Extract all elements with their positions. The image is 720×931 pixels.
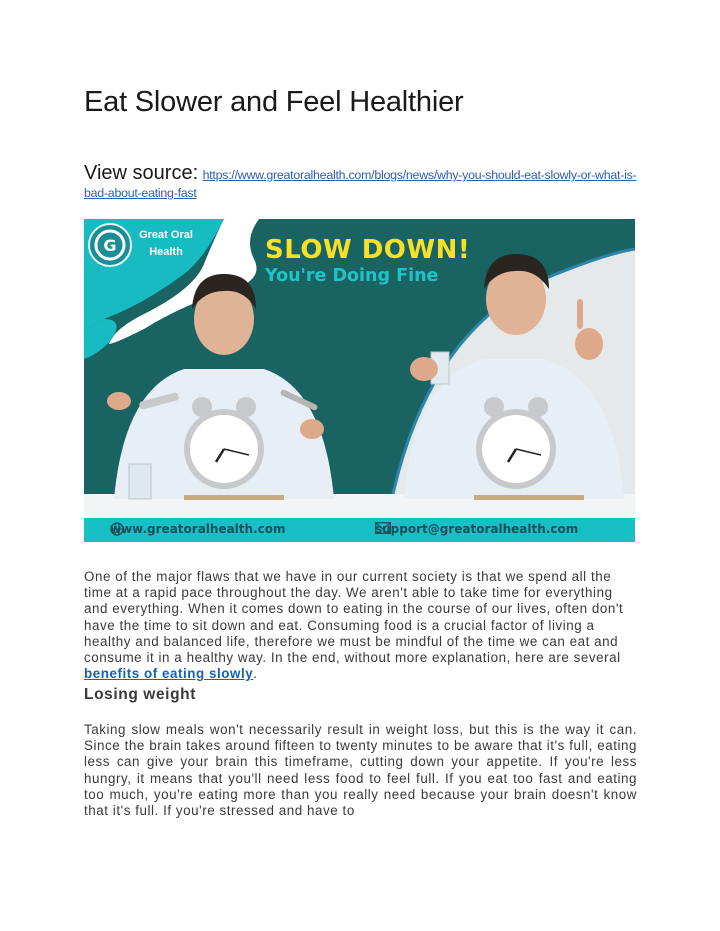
brand-name: Great Oral Health: [139, 229, 193, 258]
view-source-line: [84, 164, 644, 202]
section-heading-losing-weight: Losing weight: [84, 686, 196, 703]
man-eating-fast-illustration: [107, 274, 334, 500]
banner-subheadline: You're Doing Fine: [265, 266, 439, 286]
page-title: Eat Slower and Feel Healthier: [84, 86, 464, 118]
benefits-of-eating-slowly-link[interactable]: benefits of eating slowly: [84, 666, 254, 682]
banner-email: support@greatoralhealth.com: [375, 522, 579, 536]
source-url-link[interactable]: https://www.greatoralhealth.com/blogs/news/why-you-should-eat-slowly-or-what-is-bad-about-eating-fast: [84, 168, 637, 200]
banner-contact-bar: [84, 518, 635, 542]
intro-paragraph: One of the major flaws that we have in our current society is that we spend all the time at a rapid pace throughout the day. We aren't able to take time for everything and everything. When it comes down to eating in the course of our lives, often don't have the time to sit down and eat. Consuming food is a crucial factor of living a healthy and balanced life, therefore we must be mindful of the time we can eat and consume it in a healthy way. In the end, without more explanation, here are several benefits of eating slowly.: [84, 569, 624, 682]
banner-headline: SLOW DOWN!: [265, 235, 471, 265]
envelope-icon: [375, 522, 391, 534]
view-source-label: View source:: [84, 162, 199, 184]
article-banner-image: [84, 219, 635, 542]
svg-text:G: G: [103, 236, 117, 255]
banner-website: www.greatoralhealth.com: [110, 522, 286, 536]
globe-icon: [110, 522, 124, 536]
brand-logo-icon: [89, 224, 131, 266]
losing-weight-paragraph: Taking slow meals won't necessarily result in weight loss, but this is the way it can. Since the brain takes around fifteen to twenty minutes to be aware that it's full, eating less can give your brain this timeframe, cutting down your appetite. If you're less hungry, it means that you'll need less food to feel full. If you eat too fast and eating too much, you're eating more than you really need because your brain doesn't know that it's full. If you're stressed and have to: [84, 722, 637, 819]
